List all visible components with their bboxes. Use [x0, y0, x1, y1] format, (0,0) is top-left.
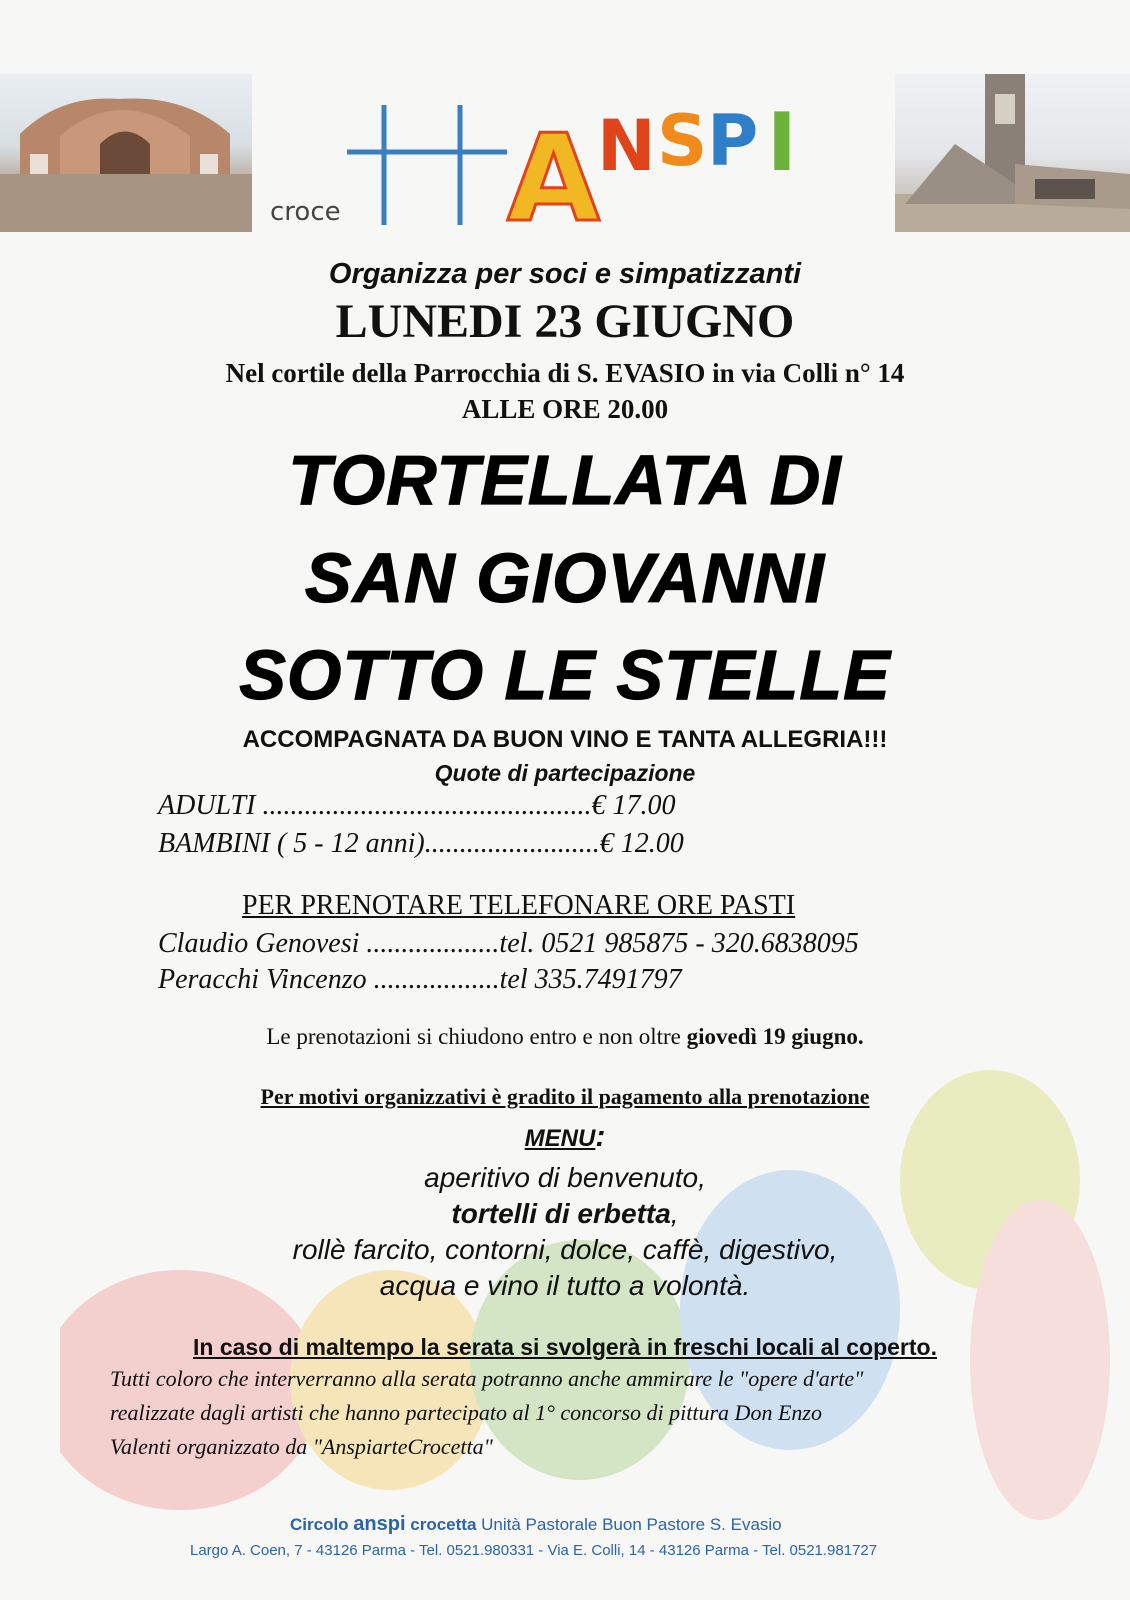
title-line-1: TORTELLATA DI: [288, 441, 842, 519]
title-line-2: SAN GIOVANNI: [304, 539, 826, 617]
art-note-line-1: Tutti coloro che interverranno alla serata potranno anche ammirare le "opere d'arte": [110, 1366, 864, 1391]
footer-circolo-text: Circolo: [290, 1515, 354, 1534]
logo-anspi-letters: [507, 96, 797, 240]
fee-row-adults: [158, 790, 675, 822]
weather-note: In caso di maltempo la serata si svolgerà in freschi locali al coperto.: [193, 1334, 937, 1360]
footer-anspi-text: anspi: [353, 1513, 406, 1535]
fee-children-dots: .........................: [424, 828, 600, 859]
fee-children-price: € 12.00: [599, 828, 684, 859]
contact1-name: Claudio Genovesi: [158, 928, 367, 959]
payment-note: Per motivi organizzativi è gradito il pagamento alla prenotazione: [260, 1084, 870, 1109]
organizer-line: Organizza per soci e simpatizzanti: [328, 258, 802, 290]
contact1-dots: ...................: [366, 928, 500, 959]
menu-heading-row: [0, 1120, 1130, 1154]
menu-item-4: acqua e vino il tutto a volontà.: [379, 1270, 751, 1301]
contact2-dots: ..................: [373, 964, 500, 995]
event-date: LUNEDI 23 GIUGNO: [335, 295, 795, 348]
fees-heading: Quote di partecipazione: [434, 760, 696, 786]
footer-crocetta-text: crocetta: [405, 1515, 477, 1534]
svg-text:A: A: [507, 110, 600, 240]
menu-heading: MENU: [524, 1125, 596, 1152]
event-location: Nel cortile della Parrocchia di S. EVASIO in via Colli n° 14: [225, 358, 905, 388]
deadline-text: Le prenotazioni si chiudono entro e non oltre: [266, 1024, 687, 1049]
svg-text:I: I: [767, 96, 797, 189]
church-photo-left: [0, 74, 252, 232]
fee-adults-price: € 17.00: [591, 790, 676, 821]
menu-colon: :: [595, 1120, 606, 1153]
contact2-name: Peracchi Vincenzo: [158, 964, 374, 995]
svg-text:S: S: [657, 100, 708, 182]
fee-row-children: [158, 828, 684, 860]
svg-text:N: N: [597, 105, 656, 187]
menu-item-2-comma: ,: [670, 1198, 679, 1229]
logo-croce-text: croce: [270, 197, 341, 227]
menu-item-2-bold: tortelli di erbetta: [451, 1198, 671, 1229]
menu-item-2: [0, 1198, 1130, 1230]
church-photo-right: [895, 74, 1130, 232]
event-subtitle: ACCOMPAGNATA DA BUON VINO E TANTA ALLEGRIA!!!: [242, 726, 888, 753]
art-note-line-3: Valenti organizzato da "AnspiarteCrocetta": [110, 1434, 493, 1459]
contact2-phone[interactable]: tel 335.7491797: [499, 964, 682, 995]
footer-address: Largo A. Coen, 7 - 43126 Parma - Tel. 0521.980331 - Via E. Colli, 14 - 43126 Parma - Tel. 0521.981727: [190, 1542, 878, 1559]
contact-row-1: [158, 928, 859, 960]
booking-heading: PER PRENOTARE TELEFONARE ORE PASTI: [242, 890, 796, 921]
title-line-3: SOTTO LE STELLE: [239, 636, 891, 714]
fee-children-label: BAMBINI ( 5 - 12 anni): [158, 828, 425, 859]
fee-adults-dots: ...............................................: [262, 790, 592, 821]
footer-unit-text: Unità Pastorale Buon Pastore S. Evasio: [476, 1515, 782, 1534]
contact-row-2: [158, 964, 682, 996]
deadline-date: giovedì 19 giugno.: [686, 1024, 864, 1049]
menu-item-3: rollè farcito, contorni, dolce, caffè, digestivo,: [292, 1234, 838, 1265]
fee-adults-label: ADULTI: [158, 790, 263, 821]
svg-text:P: P: [707, 100, 759, 182]
anspi-croce-logo: [262, 60, 872, 240]
footer-circolo: [290, 1513, 782, 1536]
crosses-icon: [347, 105, 507, 225]
menu-item-1: aperitivo di benvenuto,: [424, 1162, 706, 1193]
event-time: ALLE ORE 20.00: [461, 394, 669, 424]
booking-deadline: [0, 1024, 1130, 1050]
contact1-phone[interactable]: tel. 0521 985875 - 320.6838095: [499, 928, 859, 959]
art-note-line-2: realizzate dagli artisti che hanno partecipato al 1° concorso di pittura Don Enzo: [110, 1400, 822, 1425]
